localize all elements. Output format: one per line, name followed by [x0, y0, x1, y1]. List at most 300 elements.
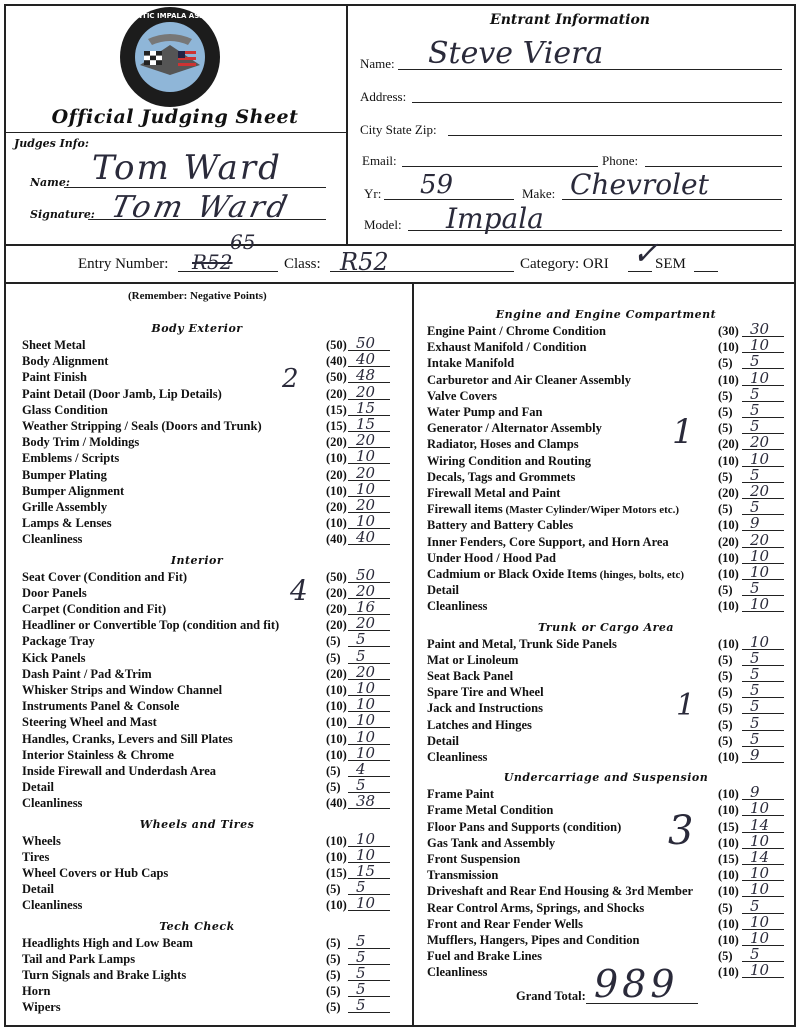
awarded-score[interactable]: 20	[356, 581, 376, 600]
criterion-note: (hinges, bolts, etc)	[596, 569, 684, 581]
awarded-score[interactable]: 20	[356, 431, 376, 450]
awarded-score[interactable]: 5	[356, 947, 366, 966]
criterion-text: Detail	[427, 733, 459, 748]
criterion-text: Carburetor and Air Cleaner Assembly	[427, 372, 631, 387]
max-points: (10)	[326, 898, 347, 913]
criterion-text: Under Hood / Hood Pad	[427, 550, 556, 565]
max-points: (20)	[326, 666, 347, 681]
awarded-score[interactable]: 5	[356, 964, 366, 982]
criterion-label	[427, 653, 518, 667]
criterion-label	[427, 884, 693, 898]
awarded-score[interactable]: 48	[356, 366, 376, 385]
max-points: (15)	[718, 852, 739, 866]
make-label: Make:	[522, 186, 556, 201]
max-points: (5)	[718, 502, 733, 517]
awarded-score[interactable]: 20	[356, 382, 376, 401]
awarded-score[interactable]: 9	[750, 783, 760, 802]
year-label: Yr:	[364, 186, 382, 201]
criterion-label	[22, 387, 222, 401]
criterion-label	[22, 468, 107, 482]
max-points: (10)	[718, 453, 739, 468]
awarded-score[interactable]: 10	[356, 743, 376, 762]
address-label: Address:	[360, 89, 407, 104]
max-points: (10)	[718, 372, 739, 387]
awarded-score[interactable]: 50	[356, 334, 376, 352]
criterion-text: Headlights High and Low Beam	[22, 935, 193, 950]
criterion-text: Fuel and Brake Lines	[427, 949, 542, 964]
awarded-score[interactable]: 10	[356, 447, 376, 466]
awarded-score[interactable]: 10	[750, 831, 770, 850]
criterion-label	[22, 403, 108, 417]
criterion-text: Wheel Covers or Hub Caps	[22, 866, 169, 880]
criterion-label	[427, 583, 459, 597]
max-points: (20)	[326, 500, 347, 514]
awarded-score[interactable]: 10	[750, 880, 770, 899]
criterion-text: Cadmium or Black Oxide Items	[427, 567, 597, 581]
criterion-label	[427, 421, 602, 435]
score-line	[742, 713, 784, 714]
awarded-score[interactable]: 5	[750, 681, 760, 700]
criterion-text: Seat Back Panel	[427, 669, 514, 683]
criterion-label	[427, 405, 542, 419]
max-points: (10)	[718, 550, 739, 565]
sem-label: SEM	[655, 256, 686, 272]
max-points: (10)	[718, 965, 739, 980]
criterion-label	[427, 718, 532, 732]
entry-number-struck: R52	[192, 250, 233, 274]
criterion-text: Detail	[22, 780, 54, 795]
criterion-text: Driveshaft and Rear End Housing & 3rd Member	[427, 884, 694, 899]
score-line	[742, 697, 784, 698]
max-points: (5)	[326, 1000, 341, 1015]
criterion-label	[427, 803, 553, 817]
criterion-text: Exhaust Manifold / Condition	[427, 340, 587, 355]
form-title: Official Judging Sheet	[51, 106, 299, 128]
max-points: (10)	[718, 884, 739, 899]
max-points: (5)	[326, 764, 341, 778]
criterion-text: Front Suspension	[427, 852, 521, 866]
awarded-score[interactable]: 9	[750, 514, 760, 533]
max-points: (40)	[326, 354, 347, 369]
criterion-label	[22, 898, 82, 912]
awarded-score[interactable]: 20	[356, 496, 376, 514]
criterion-label	[22, 570, 187, 584]
criterion-text: Body Alignment	[22, 354, 109, 369]
awarded-score[interactable]: 10	[750, 961, 770, 980]
awarded-score[interactable]: 10	[750, 368, 770, 387]
judge-name-value: Tom Ward	[92, 148, 282, 188]
section-heading: Undercarriage and Suspension	[503, 771, 709, 785]
max-points: (15)	[326, 866, 347, 880]
awarded-score[interactable]: 4	[356, 760, 366, 778]
criterion-label	[22, 618, 279, 632]
criterion-text: Tires	[22, 849, 50, 864]
criterion-text: Grille Assembly	[22, 500, 108, 514]
score-line	[742, 401, 784, 402]
criterion-text: Floor Pans and Supports (condition)	[427, 819, 622, 834]
max-points: (5)	[326, 935, 341, 950]
criterion-note: (Master Cylinder/Wiper Motors etc.)	[502, 504, 680, 517]
max-points: (10)	[718, 787, 739, 802]
awarded-score[interactable]: 5	[750, 384, 760, 403]
max-points: (5)	[326, 984, 341, 999]
score-line	[742, 514, 784, 515]
class-label: Class:	[284, 256, 321, 272]
margin-note: 2	[282, 364, 299, 394]
section-heading: Trunk or Cargo Area	[537, 620, 675, 634]
criterion-label	[22, 667, 152, 681]
criterion-label	[22, 968, 186, 982]
criterion-label	[427, 965, 487, 979]
margin-note: 1	[676, 688, 696, 723]
max-points: (10)	[326, 833, 347, 848]
criterion-text: Radiator, Hoses and Clamps	[427, 437, 579, 452]
max-points: (20)	[326, 585, 347, 600]
awarded-score[interactable]: 5	[356, 996, 366, 1015]
awarded-score[interactable]: 20	[356, 463, 376, 482]
max-points: (5)	[326, 650, 341, 665]
max-points: (15)	[718, 819, 739, 834]
score-line	[348, 996, 390, 997]
criterion-text: Dash Paint / Pad &Trim	[22, 666, 152, 681]
awarded-score[interactable]: 5	[750, 465, 760, 484]
max-points: (15)	[326, 419, 347, 433]
max-points: (5)	[718, 356, 733, 371]
max-points: (20)	[718, 486, 739, 500]
criterion-text: Paint and Metal, Trunk Side Panels	[427, 636, 617, 651]
criterion-label	[22, 435, 139, 449]
criterion-text: Whisker Strips and Window Channel	[22, 683, 223, 697]
criterion-label	[22, 936, 193, 950]
score-line	[348, 948, 390, 949]
criterion-text: Decals, Tags and Grommets	[427, 469, 576, 484]
awarded-score[interactable]: 10	[750, 595, 770, 614]
max-points: (50)	[326, 338, 347, 352]
awarded-score[interactable]: 38	[356, 792, 376, 811]
criterion-text: Bumper Alignment	[22, 483, 125, 498]
criterion-label	[427, 567, 684, 582]
criterion-label	[427, 518, 573, 532]
criterion-label	[22, 338, 86, 352]
max-points: (10)	[326, 747, 347, 762]
awarded-score[interactable]: 10	[750, 912, 770, 931]
max-points: (5)	[326, 780, 341, 795]
criterion-label	[427, 356, 514, 370]
criterion-text: Spare Tire and Wheel	[427, 685, 544, 700]
max-points: (5)	[718, 701, 733, 716]
awarded-score[interactable]: 10	[356, 711, 376, 730]
criterion-text: Frame Metal Condition	[427, 803, 554, 818]
awarded-score[interactable]: 15	[356, 398, 376, 417]
score-line	[742, 681, 784, 682]
awarded-score[interactable]: 5	[356, 776, 366, 795]
criterion-text: Transmission	[427, 868, 499, 883]
awarded-score[interactable]: 30	[750, 320, 770, 338]
awarded-score[interactable]: 5	[356, 646, 366, 665]
max-points: (15)	[326, 402, 347, 417]
awarded-score[interactable]: 10	[750, 632, 770, 651]
awarded-score[interactable]: 15	[356, 415, 376, 433]
max-points: (5)	[326, 634, 341, 649]
criterion-text: Firewall items	[427, 502, 503, 517]
max-points: (5)	[326, 951, 341, 966]
awarded-score[interactable]: 5	[750, 401, 760, 419]
criterion-label	[22, 651, 86, 665]
max-points: (10)	[718, 835, 739, 850]
awarded-score[interactable]: 40	[356, 350, 376, 369]
max-points: (5)	[718, 469, 733, 484]
criterion-label	[22, 586, 87, 600]
address-line	[412, 102, 782, 103]
criterion-text: Wipers	[22, 1000, 61, 1015]
criterion-text: Gas Tank and Assembly	[427, 835, 556, 850]
sem-line	[694, 271, 718, 272]
criterion-text: Engine Paint / Chrome Condition	[427, 324, 606, 338]
grand-total-value: 989	[594, 962, 679, 1006]
criterion-label	[22, 602, 166, 616]
max-points: (20)	[326, 602, 347, 616]
awarded-score[interactable]: 50	[356, 565, 376, 584]
awarded-score[interactable]: 5	[750, 665, 760, 683]
criterion-label	[427, 389, 497, 403]
criterion-text: Water Pump and Fan	[427, 405, 543, 419]
criterion-text: Mat or Linoleum	[427, 652, 519, 667]
class-value: R52	[340, 248, 389, 276]
phone-line	[645, 166, 782, 167]
awarded-score[interactable]: 10	[750, 563, 770, 581]
section-heading: Tech Check	[159, 919, 235, 933]
criterion-label	[22, 796, 82, 810]
max-points: (50)	[326, 569, 347, 584]
criterion-text: Horn	[22, 984, 51, 999]
max-points: (10)	[326, 516, 347, 531]
city-label: City State Zip:	[360, 122, 437, 137]
criterion-text: Rear Control Arms, Springs, and Shocks	[427, 900, 645, 915]
criterion-label	[22, 834, 61, 848]
criterion-text: Weather Stripping / Seals (Doors and Trunk)	[22, 419, 262, 433]
section-heading: Interior	[170, 553, 224, 567]
awarded-score[interactable]: 5	[356, 980, 366, 999]
awarded-score[interactable]: 10	[356, 829, 376, 848]
criterion-label	[22, 370, 87, 384]
criterion-label	[22, 764, 216, 778]
awarded-score[interactable]: 5	[750, 945, 760, 964]
criterion-text: Handles, Cranks, Levers and Sill Plates	[22, 731, 233, 746]
max-points: (5)	[326, 968, 341, 982]
judge-signature-label: Signature:	[30, 208, 95, 221]
awarded-score[interactable]: 16	[356, 598, 376, 616]
criterion-label	[427, 324, 606, 338]
criterion-label	[22, 419, 262, 433]
awarded-score[interactable]: 10	[750, 799, 770, 818]
max-points: (10)	[718, 750, 739, 764]
entrant-name-label: Name:	[360, 56, 395, 71]
category-label: Category: ORI	[520, 256, 609, 272]
criterion-text: Cleanliness	[22, 898, 83, 913]
awarded-score[interactable]: 10	[356, 695, 376, 714]
criterion-label	[22, 532, 82, 546]
score-line	[742, 762, 784, 763]
max-points: (5)	[718, 652, 733, 667]
awarded-score[interactable]: 10	[356, 894, 376, 913]
awarded-score[interactable]: 10	[356, 845, 376, 864]
awarded-score[interactable]: 10	[750, 929, 770, 947]
score-line	[348, 964, 390, 965]
entry-bottom-rule	[4, 282, 796, 284]
score-line	[348, 646, 390, 647]
awarded-score[interactable]: 5	[750, 579, 760, 598]
margin-note: 3	[668, 808, 694, 854]
model-value: Impala	[446, 202, 544, 235]
criterion-text: Emblems / Scripts	[22, 451, 120, 466]
criterion-text: Wiring Condition and Routing	[427, 453, 592, 468]
awarded-score[interactable]: 10	[356, 479, 376, 498]
criterion-label	[22, 484, 124, 498]
criterion-text: Latches and Hinges	[427, 717, 532, 732]
header-bottom-rule	[4, 244, 796, 246]
max-points: (10)	[718, 518, 739, 533]
awarded-score[interactable]: 14	[750, 815, 770, 834]
awarded-score[interactable]: 10	[356, 679, 376, 697]
criterion-text: Firewall Metal and Paint	[427, 486, 561, 500]
judge-signature-value: Tom Ward	[108, 190, 294, 225]
awarded-score[interactable]: 5	[750, 498, 760, 517]
criterion-text: Detail	[427, 583, 459, 598]
max-points: (10)	[326, 715, 347, 730]
criterion-label	[427, 502, 679, 517]
judges-info-label: Judges Info:	[14, 137, 89, 150]
awarded-score[interactable]: 10	[750, 449, 770, 468]
max-points: (5)	[718, 405, 733, 419]
max-points: (5)	[718, 421, 733, 436]
criterion-text: Lamps & Lenses	[22, 516, 112, 531]
max-points: (40)	[326, 796, 347, 811]
max-points: (20)	[326, 386, 347, 401]
awarded-score[interactable]: 5	[750, 729, 760, 748]
entrant-name-value: Steve Viera	[428, 36, 604, 71]
awarded-score[interactable]: 15	[356, 862, 376, 880]
section-heading: Wheels and Tires	[139, 817, 255, 831]
criterion-label	[427, 551, 556, 565]
criterion-label	[22, 699, 179, 713]
awarded-score[interactable]: 14	[750, 848, 770, 866]
score-line	[348, 1012, 390, 1013]
section-heading: Body Exterior	[151, 322, 243, 335]
max-points: (50)	[326, 370, 347, 385]
entrant-title: Entrant Information	[490, 12, 650, 28]
criterion-label	[22, 984, 50, 998]
entry-number-value: 65	[230, 230, 256, 254]
city-line	[448, 135, 782, 136]
awarded-score[interactable]: 10	[750, 336, 770, 355]
criterion-label	[22, 516, 112, 530]
criterion-text: Inside Firewall and Underdash Area	[22, 764, 217, 778]
max-points: (10)	[718, 916, 739, 931]
criterion-label	[22, 715, 157, 729]
max-points: (10)	[718, 599, 739, 614]
criterion-text: Carpet (Condition and Fit)	[22, 602, 167, 616]
criterion-label	[427, 599, 487, 613]
criterion-label	[22, 354, 108, 368]
awarded-score[interactable]: 10	[356, 512, 376, 531]
criterion-text: Bumper Plating	[22, 467, 107, 482]
awarded-score[interactable]: 5	[750, 896, 760, 915]
awarded-score[interactable]: 5	[750, 713, 760, 732]
awarded-score[interactable]: 5	[750, 417, 760, 436]
awarded-score[interactable]: 20	[750, 530, 770, 549]
awarded-score[interactable]: 5	[750, 697, 760, 716]
criterion-text: Package Tray	[22, 634, 95, 649]
criterion-text: Sheet Metal	[22, 338, 86, 352]
criterion-label	[427, 470, 575, 484]
criterion-label	[427, 836, 555, 850]
awarded-score[interactable]: 5	[750, 352, 760, 371]
criterion-text: Door Panels	[22, 585, 87, 600]
criterion-text: Cleanliness	[427, 750, 488, 764]
awarded-score[interactable]: 5	[750, 648, 760, 667]
awarded-score[interactable]: 20	[750, 433, 770, 452]
criterion-text: Generator / Alternator Assembly	[427, 421, 602, 436]
association-logo	[98, 5, 242, 109]
awarded-score[interactable]: 5	[356, 630, 366, 649]
criterion-label	[22, 780, 54, 794]
criterion-text: Kick Panels	[22, 650, 86, 665]
judges-top-rule	[4, 132, 346, 133]
criterion-text: Frame Paint	[427, 787, 494, 802]
ori-line	[628, 271, 652, 272]
awarded-score[interactable]: 20	[356, 614, 376, 633]
max-points: (10)	[326, 849, 347, 864]
awarded-score[interactable]: 40	[356, 528, 376, 547]
criterion-label	[22, 866, 168, 880]
score-line	[742, 746, 784, 747]
criterion-label	[427, 669, 513, 683]
awarded-score[interactable]: 5	[356, 931, 366, 950]
score-line	[742, 665, 784, 666]
max-points: (5)	[718, 583, 733, 598]
max-points: (10)	[718, 567, 739, 581]
criterion-text: Cleanliness	[22, 532, 83, 547]
awarded-score[interactable]: 20	[356, 662, 376, 681]
score-line	[742, 417, 784, 418]
awarded-score[interactable]: 10	[356, 727, 376, 746]
max-points: (10)	[718, 636, 739, 651]
criterion-label	[427, 933, 640, 947]
criterion-text: Steering Wheel and Mast	[22, 715, 157, 730]
criterion-text: Inner Fenders, Core Support, and Horn Area	[427, 534, 669, 549]
email-label: Email:	[362, 153, 397, 168]
max-points: (40)	[326, 532, 347, 547]
awarded-score[interactable]: 20	[750, 482, 770, 500]
criterion-text: Instruments Panel & Console	[22, 699, 180, 714]
category-check: ✓	[632, 234, 659, 272]
awarded-score[interactable]: 10	[750, 546, 770, 565]
criterion-text: Interior Stainless & Chrome	[22, 747, 174, 762]
criterion-label	[427, 373, 631, 387]
criterion-text: Jack and Instructions	[427, 701, 543, 716]
criterion-label	[427, 685, 544, 699]
criterion-label	[427, 901, 644, 915]
criterion-label	[22, 500, 107, 514]
criterion-label	[427, 734, 459, 748]
max-points: (10)	[718, 933, 739, 947]
awarded-score[interactable]: 5	[356, 878, 366, 897]
email-line	[402, 166, 598, 167]
max-points: (10)	[718, 868, 739, 883]
criterion-label	[427, 437, 579, 451]
awarded-score[interactable]: 10	[750, 864, 770, 883]
awarded-score[interactable]: 9	[750, 746, 760, 764]
